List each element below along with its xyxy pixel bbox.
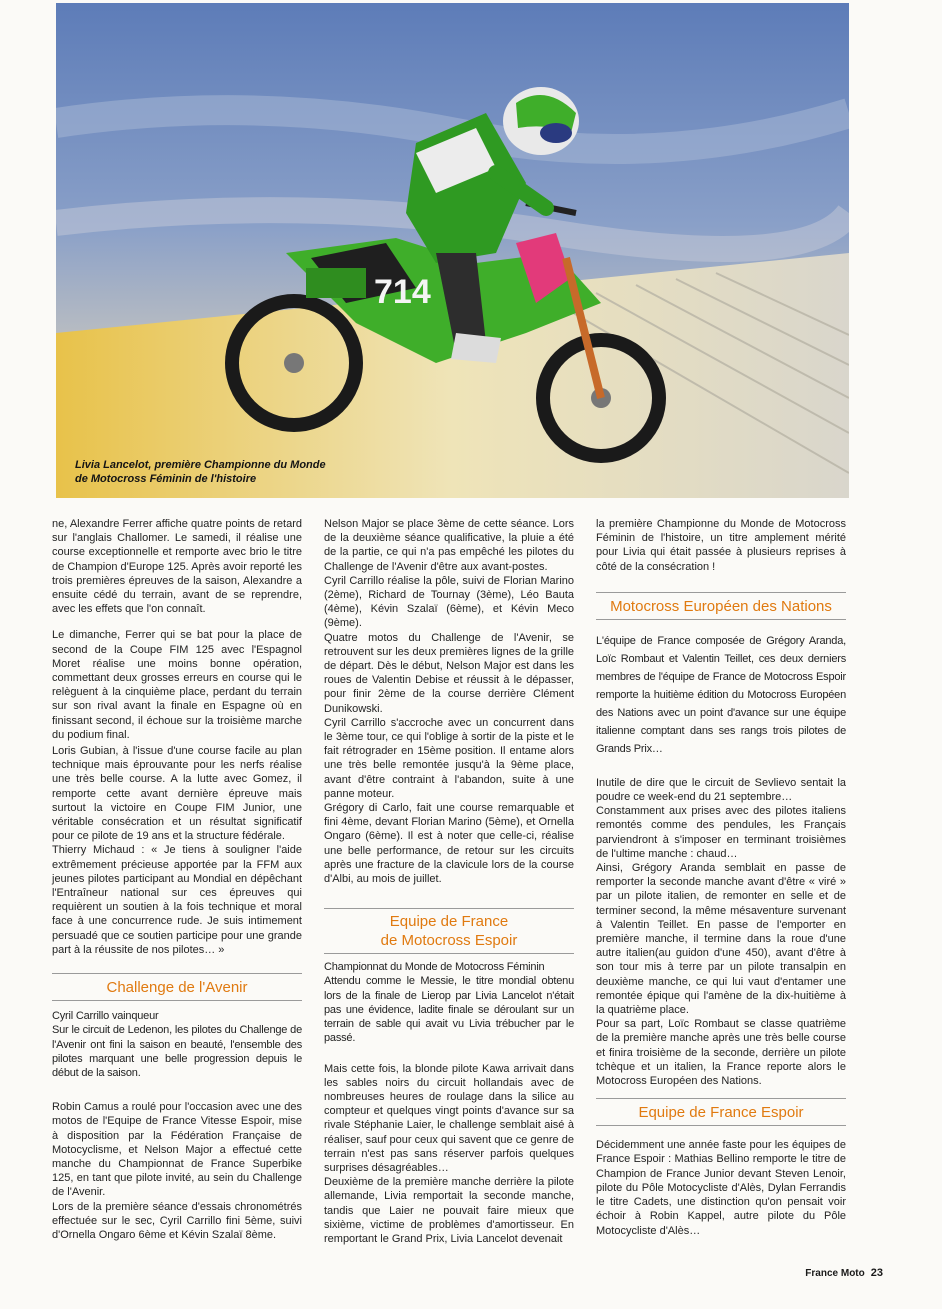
paragraph: Constamment aux prises avec des pilotes italiens remontés comme des pendules, les Français parviendront à s'imposer en terminant troisièmes de l'ultime manche : chaud… [596, 805, 846, 860]
hero-photo [56, 3, 849, 498]
paragraph: ne, Alexandre Ferrer affiche quatre points de retard sur l'anglais Challomer. Le samedi, il réalise une course exceptionnelle et remporte avec brio le titre de Champion d'Europe 125. Après avoir reporté les trois premières épreuves de la saison, Alexandre a ensuite cédé du terrain, avant de se reprendre, avec les effets que l'on connaît. [52, 518, 302, 616]
paragraph: Inutile de dire que le circuit de Sevlievo sentait la poudre ce week-end du 21 septembre… [596, 776, 846, 804]
caption-line-2: de Motocross Féminin de l'histoire [75, 473, 257, 485]
paragraph: Thierry Michaud : « Je tiens à souligner l'aide extrêmement précieuse apportée par la FFM aux jeunes pilotes participant au Mondial en dépêchant l'Entraîneur national sur ces épreuves qui requièrent un soutien à la fois technique et moral face à une concurrence rude. Je suis intimement persuadé que ce soutien participe pour une grande part à la réussite de nos pilotes… » [52, 844, 302, 956]
section-divider [324, 953, 574, 954]
magazine-name: France Moto [805, 1268, 865, 1279]
section-divider [52, 1000, 302, 1001]
section-divider [596, 1125, 846, 1126]
photo-caption [75, 458, 326, 486]
lead-paragraph: Attendu comme le Messie, le titre mondial obtenu lors de la finale de Lierop par Livia Lancelot n'était pas une évidence, ladite finale se déroulant sur un terrain de sable qui avait vu Livia trébucher par le passé. [324, 975, 574, 1045]
section-heading-nations: Motocross Européen des Nations [610, 597, 832, 615]
paragraph: Robin Camus a roulé pour l'occasion avec une des motos de l'Equipe de France Vitesse Espoir, mise à disposition par la Fédération Française de Motocyclisme, et Nelson Major a effectué cette manche du Championnat de France Superbike 125, en tant que pilote invité, au sein du Challenge de l'Avenir. [52, 1101, 302, 1199]
caption-line-1: Livia Lancelot, première Championne du Monde [75, 459, 326, 471]
paragraph: Quatre motos du Challenge de l'Avenir, se retrouvent sur les deux premières lignes de la grille de départ. Dès le début, Nelson Major est dans les roues de Valentin Debise et réussit à le dépasser, pour finir 2ème de la course derrière Clément Dunikowski. [324, 631, 574, 715]
paragraph: Cyril Carrillo réalise la pôle, suivi de Florian Marino (2ème), Richard de Tournay (3ème), Léo Bauta (4ème), Kévin Szalaï (6ème), et Kévin Meco (9ème). [324, 574, 574, 630]
paragraph: Nelson Major se place 3ème de cette séance. Lors de la deuxième séance qualificative, la pluie a été de la partie, ce qui n'a pas empêché les pilotes du Challenge de l'Avenir d'être aux avant-postes. [324, 518, 574, 573]
column-2 [324, 517, 574, 1246]
section-heading-line-1: Equipe de France [389, 913, 509, 931]
page-footer [805, 1267, 883, 1280]
section-heading-line-2: de Motocross Espoir [380, 932, 518, 950]
paragraph: Mais cette fois, la blonde pilote Kawa arrivait dans les sables noirs du circuit hollandais avec de nombreuses heures de roulage dans la silice au compteur et quelques vingt points d'avance sur sa rivale Stéphanie Laier, le challenge semblait aisé à réaliser, sauf pour ceux qui savent que ce genre de terrain n'est pas sans réserver parfois quelques surprises désagréables… [324, 1062, 574, 1174]
paragraph: Le dimanche, Ferrer qui se bat pour la place de second de la Coupe FIM 125 avec l'Espagnol Moret réalise une moins bonne opération, commettant deux grosses erreurs en course qui le relèguent à la cinquième place, perdant du terrain sur son rival avant la finale en Espagne où en finissant second, il échoue sur la troisième marche du podium final. [52, 629, 302, 741]
paragraph: Ainsi, Grégory Aranda semblait en passe de remporter la seconde manche avant d'être « viré » par un pilote italien, de remonter en selle et de terminer second, la même mésaventure survenant à Valentin Teillet. En passe de l'emporter en première manche, il termine dans la roue d'une autre italien(au guidon d'une 450), avant d'être à son tour mis à terre par un pilote transalpin en deuxième manche, ce qui lui vaut d'entamer une remontée épique qui l'amène de la dix-huitième à la quatrième place. [596, 862, 846, 1017]
subheading: Championnat du Monde de Motocross Féminin [324, 961, 545, 974]
page-number: 23 [870, 1267, 883, 1279]
column-3 [596, 517, 846, 1238]
lead-paragraph: L'équipe de France composée de Grégory Aranda, Loïc Rombaut et Valentin Teillet, ces deux derniers membres de l'équipe de France de Motocross Espoir remporte la huitième édition du Motocross Européen des Nations avec un point d'avance sur une équipe italienne comptant dans ses rangs trois pilotes de Grands Prix… [596, 634, 846, 755]
section-divider [596, 619, 846, 620]
svg-text:714: 714 [374, 273, 431, 311]
motocross-rider-image [56, 3, 849, 498]
section-heading-espoir: Equipe de France Espoir [638, 1104, 804, 1122]
paragraph: Loris Gubian, à l'issue d'une course facile au plan technique mais éprouvante pour les nerfs réalise une très belle course. A la lutte avec Gomez, il remporte cette avant dernière épreuve mais surtout la victoire en Coupe FIM Junior, une véritable consécration et un résultat significatif pour ce pilote de 19 ans et la structure fédérale. [52, 745, 302, 843]
paragraph: Lors de la première séance d'essais chronométrés effectuée sur le sec, Cyril Carrillo fini 5ème, suivi d'Ornella Ongaro 6ème et Kévin Szalaï 8ème. [52, 1200, 302, 1241]
paragraph: Deuxième de la première manche derrière la pilote allemande, Livia remportait la seconde manche, tandis que Laier ne pouvait faire mieux que sixième, victime de problèmes d'amortisseur. En remportant le Grand Prix, Livia Lancelot devenait [324, 1176, 574, 1245]
subheading: Cyril Carrillo vainqueur [52, 1010, 159, 1023]
lead-paragraph: Sur le circuit de Ledenon, les pilotes du Challenge de l'Avenir ont fini la saison en beauté, l'ensemble des pilotes marquant une belle progression depuis le début de la saison. [52, 1024, 302, 1079]
section-heading-challenge: Challenge de l'Avenir [106, 979, 248, 997]
column-1 [52, 517, 302, 1242]
paragraph: la première Championne du Monde de Motocross Féminin de l'histoire, un titre amplement mérité pour Livia qui était passée à plusieurs reprises à côté de la consécration ! [596, 518, 846, 573]
paragraph: Cyril Carrillo s'accroche avec un concurrent dans le 3ème tour, ce qui l'oblige à sortir de la piste et le fait rétrograder en 15ème position. Il entame alors une très belle remontée jusqu'à la 9ème place, avant d'être contraint à l'abandon, suite à une panne moteur. [324, 716, 574, 800]
paragraph: Grégory di Carlo, fait une course remarquable et fini 4ème, devant Florian Marino (5ème), et Ornella Ongaro (6ème). Il est à noter que celle-ci, réalise une belle performance, de retour sur les circuits après une fracture de la clavicule lors de la course d'Albi, au mois de juillet. [324, 802, 574, 886]
paragraph: Pour sa part, Loïc Rombaut se classe quatrième de la première manche après une très belle course et finira troisième de la seconde, derrière un pilote tchèque et un italien, la France reporte alors le Motocross Européen des Nations. [596, 1018, 846, 1088]
paragraph: Décidemment une année faste pour les équipes de France Espoir : Mathias Bellino remporte le titre de Champion de France Junior devant Steven Lenoir, pilote du Pôle Motocycliste d'Alès, Dylan Ferrandis le titre Cadets, une distinction qu'on pensait voir échoir à Robin Kappel, autre pilote du Pôle Motocycliste d'Alès… [596, 1139, 846, 1237]
